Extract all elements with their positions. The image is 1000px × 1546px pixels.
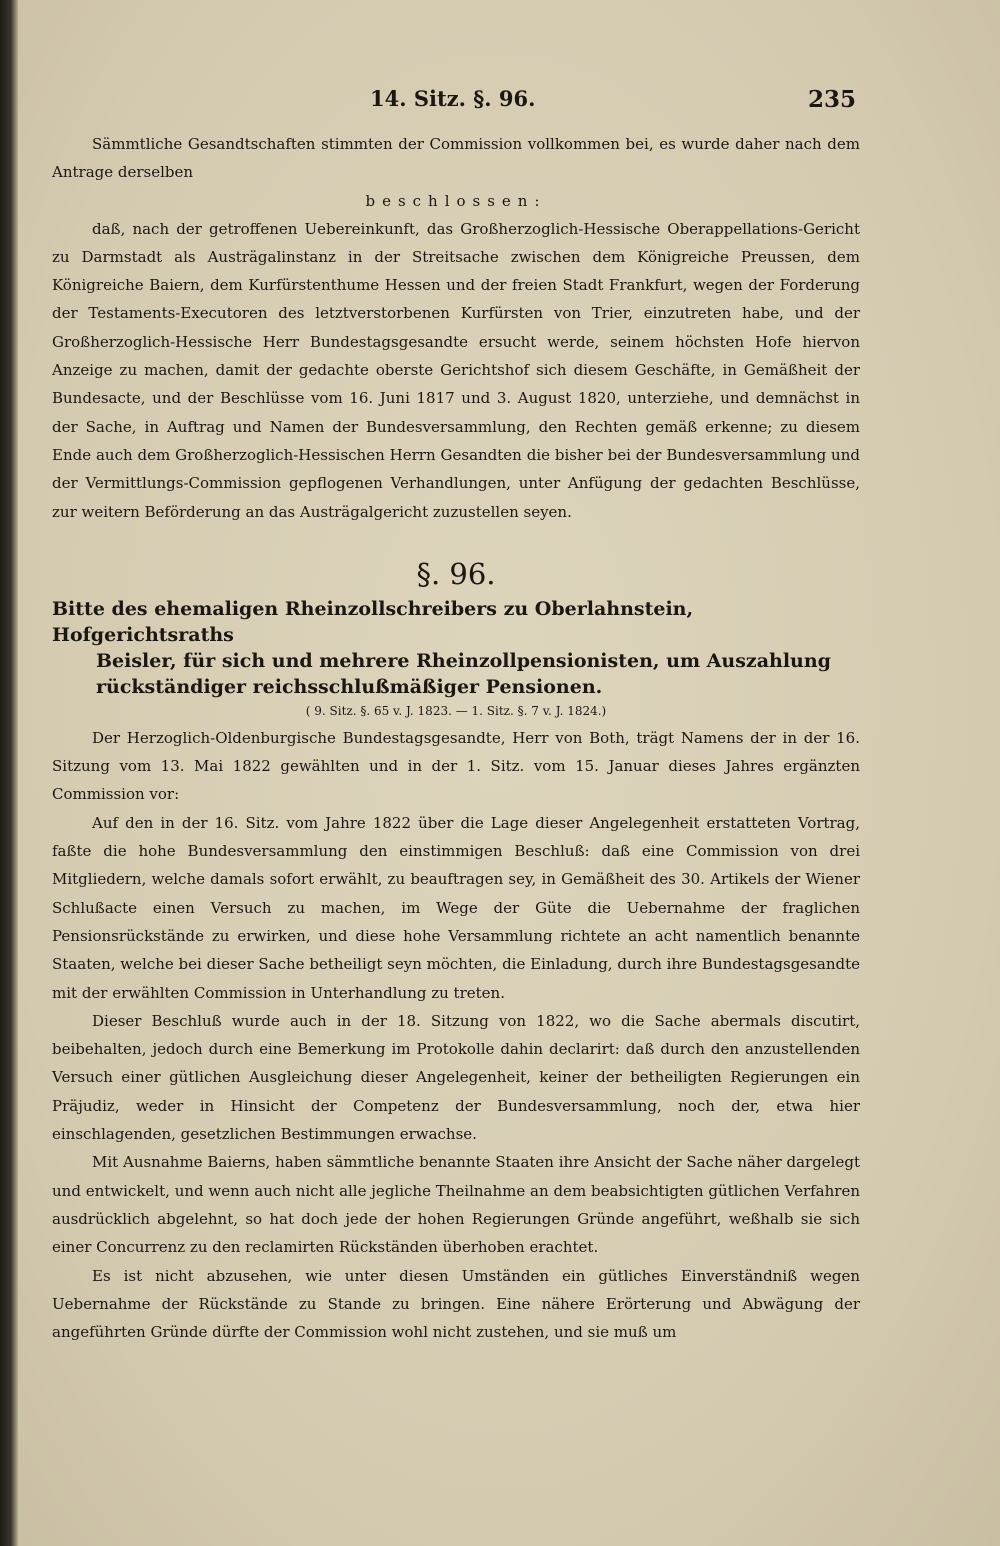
- section-title-line-2: Beisler, für sich und mehrere Rheinzollpensionisten, um Auszahlung: [96, 649, 831, 672]
- paragraph-5: Dieser Beschluß wurde auch in der 18. Sitzung von 1822, wo die Sache abermals discutirt, beibehalten, jedoch durch eine Bemerkung im Protokolle dahin declarirt: daß durch den anzustellenden Versuch einer gütlichen Ausgleichung dieser Angelegenheit, keiner der betheiligten Regierungen ein Präjudiz, weder in Hinsicht der Competenz der Bundesversammlung, noch der, etwa hier einschlagenden, gesetzlichen Bestimmungen erwachse.: [52, 1011, 860, 1144]
- section-number: §. 96.: [416, 556, 496, 591]
- resolution-heading: beschlossen:: [365, 191, 547, 210]
- section-title-line-1: Bitte des ehemaligen Rheinzollschreibers zu Oberlahnstein, Hofgerichtsraths: [52, 597, 694, 646]
- paragraph-2: daß, nach der getroffenen Uebereinkunft, das Großherzoglich-Hessische Oberappellations-Gericht zu Darmstadt als Austrägalinstanz in der Streitsache zwischen dem Königreiche Preussen, dem Königreiche Baiern, dem Kurfürstenthume Hessen und der freien Stadt Frankfurt, wegen der Forderung der Testaments-Executoren des letztverstorbenen Kurfürsten von Trier, einzutreten habe, und der Großherzoglich-Hessische Herr Bundestagsgesandte ersucht werde, seinem höchsten Hofe hiervon Anzeige zu machen, damit der gedachte oberste Gerichtshof sich diesem Geschäfte, in Gemäßheit der Bundesacte, und der Beschlüsse vom 16. Juni 1817 und 3. August 1820, unterziehe, und demnächst in der Sache, in Auftrag und Namen der Bundesversammlung, den Rechten gemäß erkenne; zu diesem Ende auch dem Großherzoglich-Hessischen Herrn Gesandten die bisher bei der Bundesversammlung und der Vermittlungs-Commission gepflogenen Verhandlungen, unter Anfügung der gedachten Beschlüsse, zur weitern Beförderung an das Austrägalgericht zuzustellen seyen.: [52, 219, 860, 521]
- paragraph-4: Auf den in der 16. Sitz. vom Jahre 1822 über die Lage dieser Angelegenheit erstatteten Vortrag, faßte die hohe Bundesversammlung den einstimmigen Beschluß: daß eine Commission von drei Mitgliedern, welche damals sofort erwählt, zu beauftragen sey, in Gemäßheit des 30. Artikels der Wiener Schlußacte einen Versuch zu machen, im Wege der Güte die Uebernahme der fraglichen Pensionsrückstände zu erwirken, und diese hohe Versammlung richtete an acht namentlich benannte Staaten, welche bei dieser Sache betheiligt seyn möchten, die Einladung, durch ihre Bundestagsgesandte mit der erwählten Commission in Unterhandlung zu treten.: [52, 813, 860, 1002]
- book-gutter: [0, 0, 18, 1546]
- section-reference: ( 9. Sitz. §. 65 v. J. 1823. — 1. Sitz. §. 7 v. J. 1824.): [305, 703, 607, 718]
- paragraph-7: Es ist nicht abzusehen, wie unter diesen Umständen ein gütliches Einverständniß wegen Uebernahme der Rückstände zu Stande zu bringen. Eine nähere Erörterung und Abwägung der angeführten Gründe dürfte der Commission wohl nicht zustehen, und sie muß um: [52, 1266, 860, 1342]
- paragraph-1: Sämmtliche Gesandtschaften stimmten der Commission vollkommen bei, es wurde daher nach dem Antrage derselben: [52, 135, 860, 182]
- section-title-line-3: rückständiger reichsschlußmäßiger Pensionen.: [96, 675, 603, 698]
- paragraph-6: Mit Ausnahme Baierns, haben sämmtliche benannte Staaten ihre Ansicht der Sache näher dargelegt und entwickelt, und wenn auch nicht alle jegliche Theilnahme an dem beabsichtigten gütlichen Verfahren ausdrücklich abgelehnt, so hat doch jede der hohen Regierungen Gründe angeführt, weßhalb sie sich einer Concurrenz zu den reclamirten Rückständen überhoben erachtet.: [52, 1153, 860, 1257]
- running-title: 14. Sitz. §. 96.: [370, 86, 536, 111]
- page-number: 235: [807, 86, 856, 113]
- section-title: [52, 596, 860, 700]
- page-header: [52, 86, 860, 116]
- page-body: [52, 130, 860, 1346]
- paragraph-3: Der Herzoglich-Oldenburgische Bundestagsgesandte, Herr von Both, trägt Namens der in der 16. Sitzung vom 13. Mai 1822 gewählten und in der 1. Sitz. vom 15. Januar dieses Jahres ergänzten Commission vor:: [52, 728, 860, 804]
